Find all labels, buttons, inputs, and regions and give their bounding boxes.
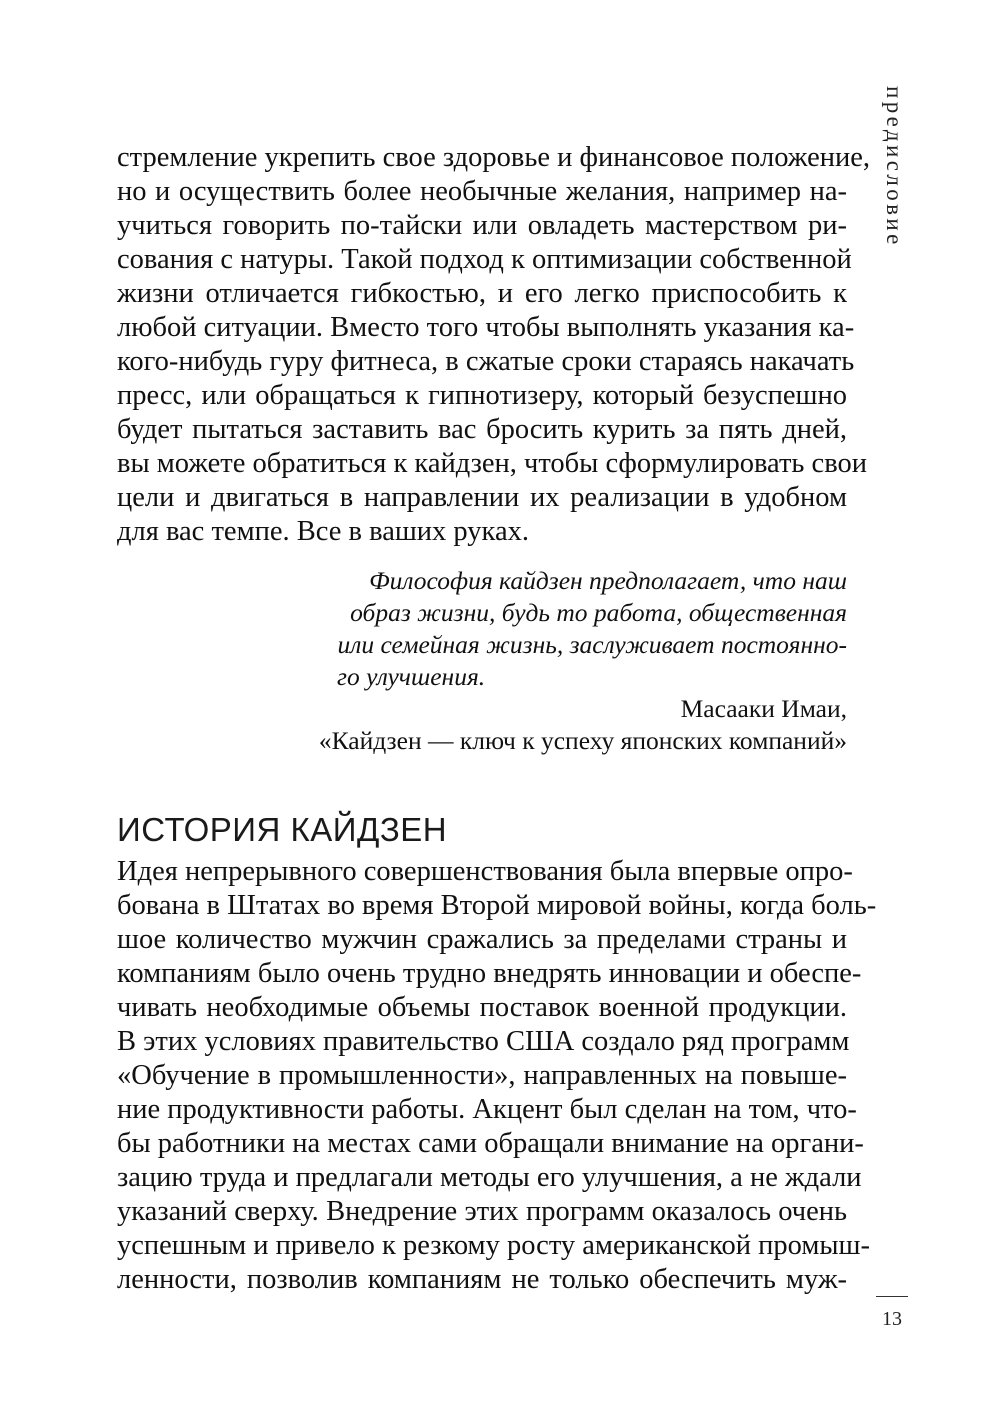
text-line: Идея непрерывного совершенствования была впервые опро- xyxy=(117,856,853,887)
page-number: 13 xyxy=(882,1308,902,1330)
quote-line: или семейная жизнь, заслуживает постоянно- xyxy=(337,630,847,659)
quote-author: Масааки Имаи, xyxy=(680,694,847,723)
quote-source: «Кайдзен — ключ к успеху японских компаний» xyxy=(318,726,847,755)
quote-line: го улучшения. xyxy=(337,662,486,691)
text-line: сования с натуры. Такой подход к оптимизации собственной xyxy=(117,244,852,275)
text-line: стремление укрепить свое здоровье и финансовое положение, xyxy=(117,142,871,173)
text-line: пресс, или обращаться к гипнотизеру, который безуспешно xyxy=(117,380,847,411)
text-line: будет пытаться заставить вас бросить курить за пять дней, xyxy=(117,414,847,445)
text-line: компаниям было очень трудно внедрять инновации и обеспе- xyxy=(117,958,862,989)
text-line: успешным и привело к резкому росту американской промыш- xyxy=(117,1230,870,1261)
text-line: вы можете обратиться к кайдзен, чтобы сформулировать свои xyxy=(117,448,867,479)
text-line: бы работники на местах сами обращали внимание на органи- xyxy=(117,1128,864,1159)
text-line: «Обучение в промышленности», направленных на повыше- xyxy=(117,1060,847,1091)
text-line: кого-нибудь гуру фитнеса, в сжатые сроки стараясь накачать xyxy=(117,346,855,377)
text-line: цели и двигаться в направлении их реализации в удобном xyxy=(117,482,847,513)
text-line: шое количество мужчин сражались за пределами страны и xyxy=(117,924,847,955)
text-line: В этих условиях правительство США создало ряд программ xyxy=(117,1026,850,1057)
text-line: жизни отличается гибкостью, и его легко приспособить к xyxy=(117,278,847,309)
section-heading: ИСТОРИЯ КАЙДЗЕН xyxy=(117,811,448,848)
page-number-rule xyxy=(876,1296,908,1297)
text-line: зацию труда и предлагали методы его улучшения, а не ждали xyxy=(117,1162,862,1193)
running-head: предисловие xyxy=(882,86,907,248)
text-line: но и осуществить более необычные желания, например на- xyxy=(117,176,847,207)
text-line: чивать необходимые объемы поставок военной продукции. xyxy=(117,992,847,1023)
quote-line: Философия кайдзен предполагает, что наш xyxy=(369,566,847,595)
text-line: любой ситуации. Вместо того чтобы выполнять указания ка- xyxy=(117,312,855,343)
text-line: для вас темпе. Все в ваших руках. xyxy=(117,516,529,547)
quote-line: образ жизни, будь то работа, общественная xyxy=(350,598,847,627)
text-line: учиться говорить по-тайски или овладеть мастерством ри- xyxy=(117,210,847,241)
text-line: ние продуктивности работы. Акцент был сделан на том, что- xyxy=(117,1094,857,1125)
text-line: указаний сверху. Внедрение этих программ оказалось очень xyxy=(117,1196,847,1227)
text-line: бована в Штатах во время Второй мировой войны, когда боль- xyxy=(117,890,877,921)
text-line: ленности, позволив компаниям не только обеспечить муж- xyxy=(117,1264,847,1295)
